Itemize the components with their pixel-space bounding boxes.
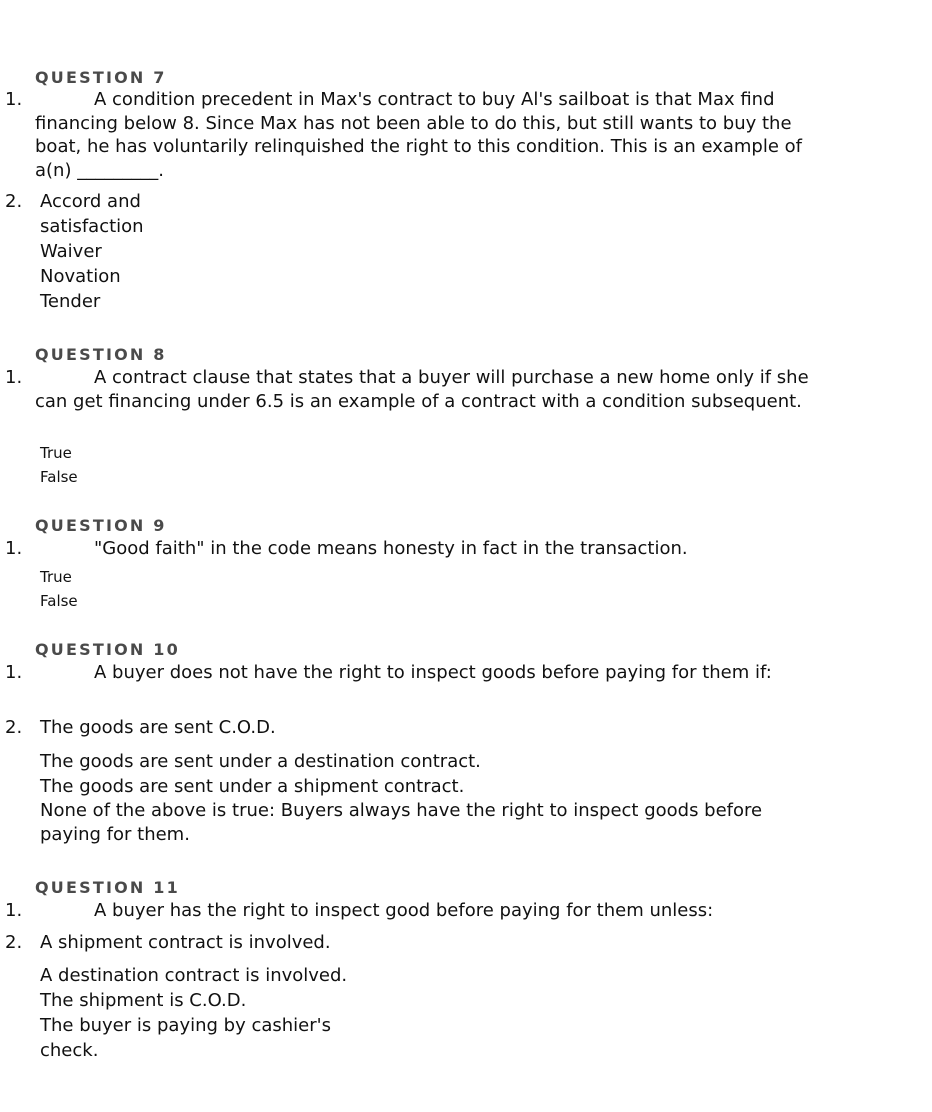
answer-option[interactable]: Accord and satisfaction [40,191,144,237]
answer-option[interactable]: Waiver [40,241,102,262]
question-heading: QUESTION 7 [35,68,167,87]
answer-options [40,963,370,1063]
answer-option[interactable]: None of the above is true: Buyers always have the right to inspect goods before paying for them. [40,800,763,845]
question-number: 1. [5,538,23,559]
question-heading: QUESTION 11 [35,878,180,897]
question-number: 1. [5,900,23,921]
question-text: A buyer does not have the right to inspect goods before paying for them if: [94,662,772,683]
answer-options [40,749,800,847]
answer-option[interactable]: The shipment is C.O.D. [40,990,247,1011]
answer-option[interactable]: Novation [40,266,121,287]
answer-option-true[interactable]: True [40,568,72,586]
options-number: 2. [5,191,23,212]
answer-option[interactable]: A shipment contract is involved. [40,932,331,953]
answer-option[interactable]: Tender [40,291,101,312]
answer-option-true[interactable]: True [40,444,72,462]
answer-option[interactable]: The goods are sent under a shipment contract. [40,776,465,797]
question-text: A contract clause that states that a buyer will purchase a new home only if she can get financing under 6.5 is an example of a contract with a condition subsequent. [35,367,809,412]
question-heading: QUESTION 8 [35,345,167,364]
question-heading: QUESTION 9 [35,516,167,535]
answer-option-false[interactable]: False [40,592,78,610]
question-text: "Good faith" in the code means honesty in fact in the transaction. [94,538,688,559]
answer-option[interactable]: The goods are sent C.O.D. [40,717,276,738]
question-number: 1. [5,89,23,110]
answer-options [40,189,165,314]
answer-option-false[interactable]: False [40,468,78,486]
answer-option[interactable]: A destination contract is involved. [40,965,348,986]
question-text: A condition precedent in Max's contract to buy Al's sailboat is that Max find financing below 8. Since Max has not been able to do this, but still wants to buy the boat, he has voluntarily relinquished the right to this condition. This is an example of a(n) _________. [35,89,803,181]
question-number: 1. [5,367,23,388]
question-heading: QUESTION 10 [35,640,180,659]
question-number: 1. [5,662,23,683]
answer-option[interactable]: The buyer is paying by cashier's check. [40,1015,331,1061]
options-number: 2. [5,717,23,738]
question-text: A buyer has the right to inspect good before paying for them unless: [94,900,714,921]
answer-option[interactable]: The goods are sent under a destination contract. [40,751,481,772]
options-number: 2. [5,932,23,953]
answer-options [40,565,78,613]
answer-options [40,441,78,489]
